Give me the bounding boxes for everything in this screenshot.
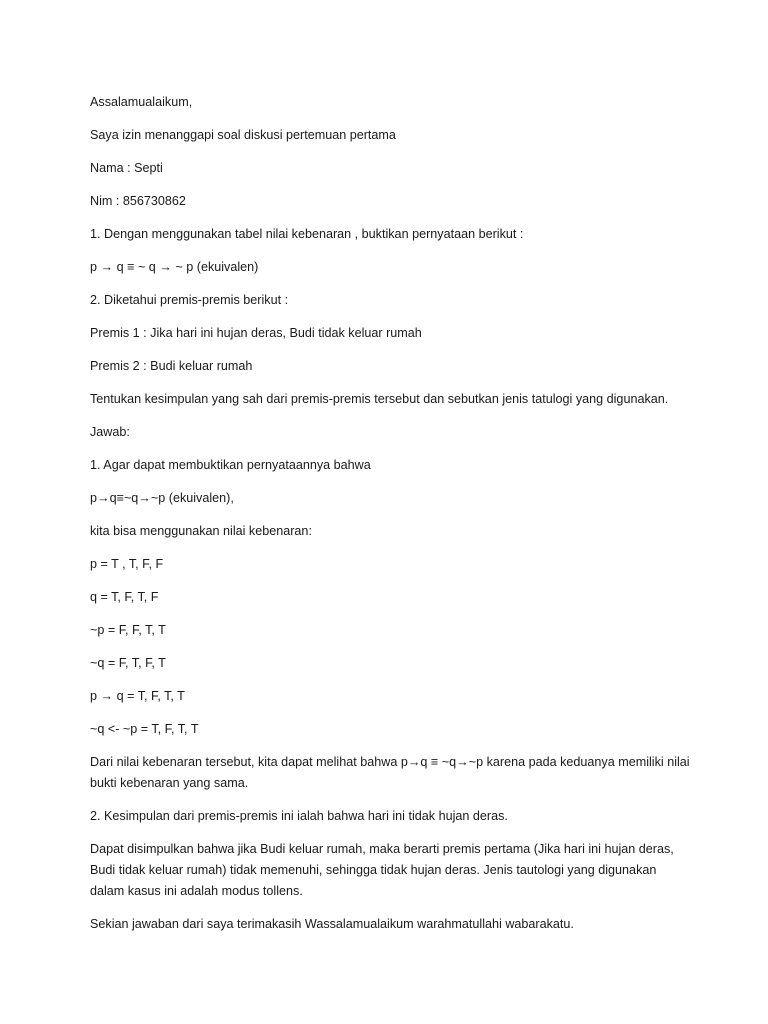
- truth-values-q: q = T, F, T, F: [90, 590, 159, 604]
- nim-line: Nim : 856730862: [90, 194, 186, 208]
- truth-values-p-implies-q: p → q = T, F, T, T: [90, 689, 185, 703]
- answer-heading: Jawab:: [90, 425, 130, 439]
- greeting: Assalamualaikum,: [90, 95, 193, 109]
- truth-values-p: p = T , T, F, F: [90, 557, 164, 571]
- premise-1: Premis 1 : Jika hari ini hujan deras, Budi tidak keluar rumah: [90, 326, 422, 340]
- question-1: 1. Dengan menggunakan tabel nilai kebenaran , buktikan pernyataan berikut :: [90, 227, 524, 241]
- answer-1-intro: 1. Agar dapat membuktikan pernyataannya bahwa: [90, 458, 371, 472]
- intro-line: Saya izin menanggapi soal diskusi pertemuan pertama: [90, 128, 396, 142]
- question-2: 2. Diketahui premis-premis berikut :: [90, 293, 289, 307]
- document-body: [90, 92, 690, 947]
- closing: Sekian jawaban dari saya terimakasih Wassalamualaikum warahmatullahi wabarakatu.: [90, 917, 574, 931]
- answer-1-conclusion: Dari nilai kebenaran tersebut, kita dapat melihat bahwa p→q ≡ ~q→~p karena pada keduanya memiliki nilai bukti kebenaran yang sama.: [90, 755, 690, 790]
- question-2-task: Tentukan kesimpulan yang sah dari premis-premis tersebut dan sebutkan jenis tatulogi yang digunakan.: [90, 392, 669, 406]
- answer-2-conclusion: 2. Kesimpulan dari premis-premis ini ialah bahwa hari ini tidak hujan deras.: [90, 809, 508, 823]
- answer-1-statement: p→q≡~q→~p (ekuivalen),: [90, 491, 234, 505]
- question-1-statement: p → q ≡ ~ q → ~ p (ekuivalen): [90, 260, 259, 274]
- truth-values-contrapositive: ~q <- ~p = T, F, T, T: [90, 722, 199, 736]
- name-line: Nama : Septi: [90, 161, 163, 175]
- truth-values-not-q: ~q = F, T, F, T: [90, 656, 166, 670]
- answer-1-method: kita bisa menggunakan nilai kebenaran:: [90, 524, 312, 538]
- answer-2-explanation: Dapat disimpulkan bahwa jika Budi keluar rumah, maka berarti premis pertama (Jika hari ini hujan deras, Budi tidak keluar rumah) tidak memenuhi, sehingga tidak hujan deras. Jenis tautologi yang digunakan dalam kasus ini adalah modus tollens.: [90, 842, 674, 898]
- truth-values-not-p: ~p = F, F, T, T: [90, 623, 166, 637]
- premise-2: Premis 2 : Budi keluar rumah: [90, 359, 253, 373]
